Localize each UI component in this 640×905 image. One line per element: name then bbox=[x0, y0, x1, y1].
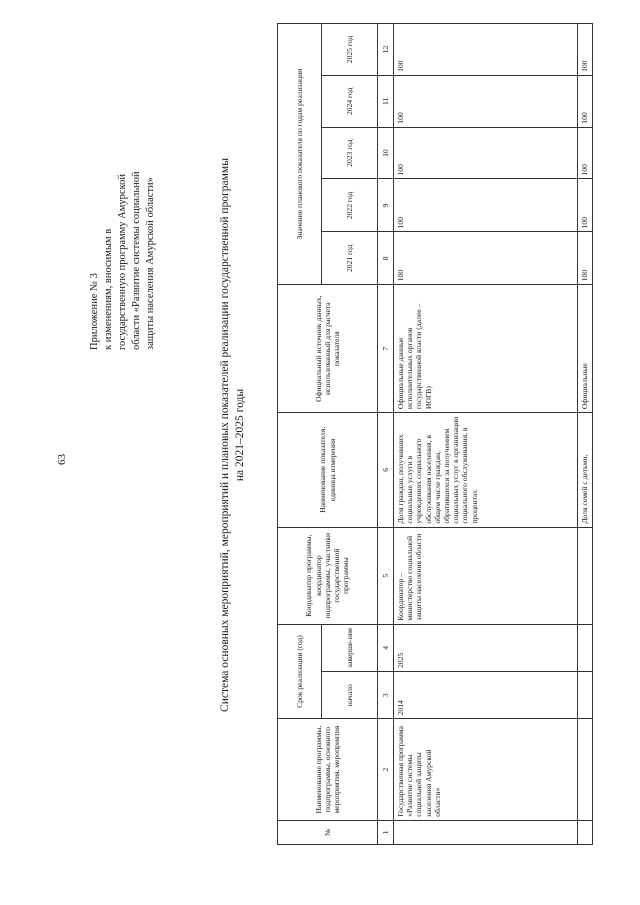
cell-end: 2025 bbox=[394, 624, 578, 671]
cell-start bbox=[578, 672, 593, 719]
column-number: 12 bbox=[378, 24, 394, 76]
header-coordinator: Координатор программы, координатор подпрограммы, участники государственной программы bbox=[278, 527, 378, 624]
cell-indicator: Доля граждан, получивших социальные услуги в учреждениях социального обслуживания населения, в общем числе граждан, обратившихся за получением социальных услуг в организации социального обслуживания, в процентах bbox=[394, 413, 578, 528]
cell-coordinator bbox=[578, 527, 593, 624]
column-number: 5 bbox=[378, 527, 394, 624]
column-number: 4 bbox=[378, 624, 394, 671]
cell-source: Официальные данные исполнительных органов государственной власти (далее – ИОГВ) bbox=[394, 285, 578, 413]
cell-value: 100 bbox=[394, 127, 578, 179]
title-line: Система основных мероприятий, мероприятий и плановых показателей реализации государственной программы bbox=[219, 158, 231, 712]
column-number: 7 bbox=[378, 285, 394, 413]
cell-no bbox=[578, 820, 593, 844]
column-number: 1 bbox=[378, 820, 394, 844]
cell-name bbox=[578, 719, 593, 820]
column-number: 9 bbox=[378, 179, 394, 232]
column-number: 10 bbox=[378, 127, 394, 179]
cell-indicator: Доля семей с детьми, bbox=[578, 413, 593, 528]
header-end: заверше-ние bbox=[322, 624, 378, 671]
cell-value: 100 bbox=[394, 75, 578, 127]
header-name: Наименование программы, подпрограммы, основного мероприятия, мероприятия bbox=[278, 719, 378, 820]
cell-value: 100 bbox=[394, 179, 578, 232]
column-number: 6 bbox=[378, 413, 394, 528]
cell-source: Официальные bbox=[578, 285, 593, 413]
header-year: 2024 год bbox=[322, 75, 378, 127]
cell-value: 100 bbox=[578, 75, 593, 127]
appendix-line: к изменениям, вносимым в bbox=[103, 228, 114, 350]
appendix-note bbox=[88, 120, 158, 350]
cell-value: 100 bbox=[394, 232, 578, 285]
column-number: 2 bbox=[378, 719, 394, 820]
cell-value: 100 bbox=[578, 24, 593, 76]
column-number: 3 bbox=[378, 672, 394, 719]
header-indicator: Наименование показателя, единица измерения bbox=[278, 413, 378, 528]
header-year: 2021 год bbox=[322, 232, 378, 285]
header-year: 2023 год bbox=[322, 127, 378, 179]
header-start: начало bbox=[322, 672, 378, 719]
column-number: 8 bbox=[378, 232, 394, 285]
header-no: № bbox=[278, 820, 378, 844]
header-year: 2022 год bbox=[322, 179, 378, 232]
appendix-line: области «Развитие системы социальной bbox=[131, 171, 142, 350]
header-year: 2025 год bbox=[322, 24, 378, 76]
cell-start: 2014 bbox=[394, 672, 578, 719]
cell-no bbox=[394, 820, 578, 844]
page-number: 63 bbox=[56, 454, 68, 465]
table-row bbox=[394, 24, 578, 845]
cell-value: 100 bbox=[578, 179, 593, 232]
cell-name: Государственная программа «Развитие системы социальной защиты населения Амурской области» bbox=[394, 719, 578, 820]
table-row bbox=[578, 24, 593, 845]
column-number: 11 bbox=[378, 75, 394, 127]
cell-value: 100 bbox=[578, 232, 593, 285]
cell-end bbox=[578, 624, 593, 671]
indicators-table bbox=[277, 23, 593, 845]
document-title bbox=[218, 25, 248, 845]
appendix-line: Приложение № 3 bbox=[89, 273, 100, 350]
title-line: на 2021–2025 годы bbox=[234, 388, 246, 482]
header-source: Официальный источник данных, использованный для расчета показателя bbox=[278, 285, 378, 413]
appendix-line: государственную программу Амурской bbox=[117, 173, 128, 350]
appendix-line: защиты населения Амурской области» bbox=[145, 177, 156, 350]
header-period: Срок реализации (год) bbox=[278, 624, 322, 719]
cell-value: 100 bbox=[578, 127, 593, 179]
cell-coordinator: Координатор – министерство социальной защиты населения области bbox=[394, 527, 578, 624]
header-planned-values: Значение планового показателя по годам реализации bbox=[278, 24, 322, 285]
cell-value: 100 bbox=[394, 24, 578, 76]
